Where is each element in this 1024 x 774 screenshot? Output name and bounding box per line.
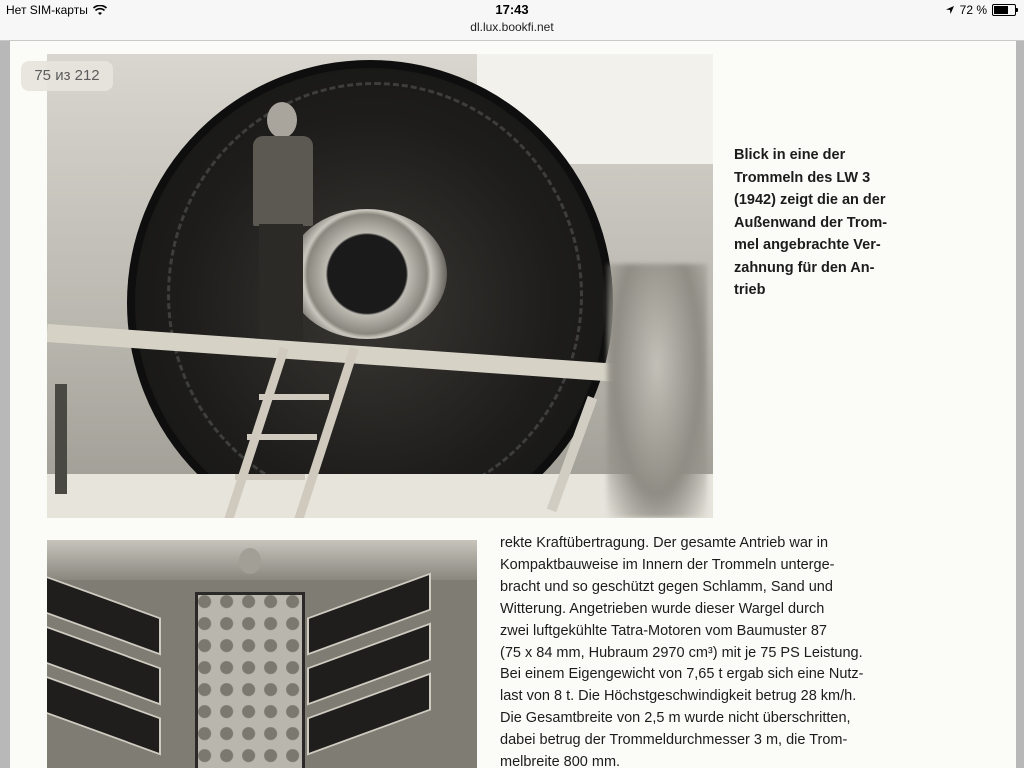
body-line: dabei betrug der Trommeldurchmesser 3 m, die Trom- [500, 732, 848, 749]
url-text[interactable]: dl.lux.bookfi.net [470, 20, 554, 34]
caption-line: Außenwand der Trom- [734, 214, 888, 231]
ladder-step [235, 474, 305, 480]
body-line: Die Gesamtbreite von 2,5 m wurde nicht überschritten, [500, 710, 851, 727]
caption-line: Blick in eine der [734, 147, 846, 163]
vehicle-photo [47, 540, 477, 768]
body-line: Bei einem Eigengewicht von 7,65 t ergab sich eine Nutz- [500, 666, 864, 683]
caption-line: Trommeln des LW 3 [734, 169, 871, 186]
body-line: Kompaktbauweise im Innern der Trommeln unterge- [500, 556, 835, 573]
body-line: melbreite 800 mm. [500, 754, 621, 771]
battery-percent: 72 % [959, 3, 987, 17]
blurred-figure [607, 264, 707, 518]
caption-line: trieb [734, 282, 766, 298]
status-right [945, 3, 1016, 17]
carrier-label: Нет SIM-карты [6, 3, 88, 17]
battery-fill [994, 6, 1008, 14]
body-text [500, 533, 940, 774]
body-line: last von 8 t. Die Höchstgeschwindigkeit betrug 28 km/h. [500, 688, 857, 705]
document-viewer[interactable] [0, 41, 1024, 771]
caption-line: zahnung für den An- [734, 259, 875, 276]
body-line: (75 x 84 mm, Hubraum 2970 cm³) mit je 75 PS Leistung. [500, 644, 863, 661]
status-time: 17:43 [495, 2, 529, 17]
photo-trees [47, 540, 477, 580]
scaffold-post [55, 384, 67, 494]
camouflage-front-plate [195, 592, 305, 768]
ladder-step [259, 394, 329, 400]
body-line: bracht und so geschützt gegen Schlamm, Sand und [500, 578, 833, 595]
status-bar [0, 0, 1024, 20]
body-line: zwei luftgekühlte Tatra-Motoren vom Baumuster 87 [500, 622, 827, 639]
photo-caption [734, 144, 924, 302]
battery-icon [992, 4, 1016, 16]
location-arrow-icon [945, 5, 955, 15]
body-line: Witterung. Angetrieben wurde dieser Wargel durch [500, 600, 825, 617]
document-page [10, 41, 1016, 771]
caption-line: (1942) zeigt die an der [734, 192, 886, 208]
drum-photo [47, 54, 713, 518]
body-line: rekte Kraftübertragung. Der gesamte Antrieb war in [500, 535, 829, 551]
page-counter: 75 из 212 [21, 61, 113, 91]
ladder-step [247, 434, 317, 440]
caption-line: mel angebrachte Ver- [734, 237, 881, 253]
address-bar[interactable] [0, 18, 1024, 41]
photo-person [247, 102, 313, 342]
driver-head [239, 548, 261, 574]
